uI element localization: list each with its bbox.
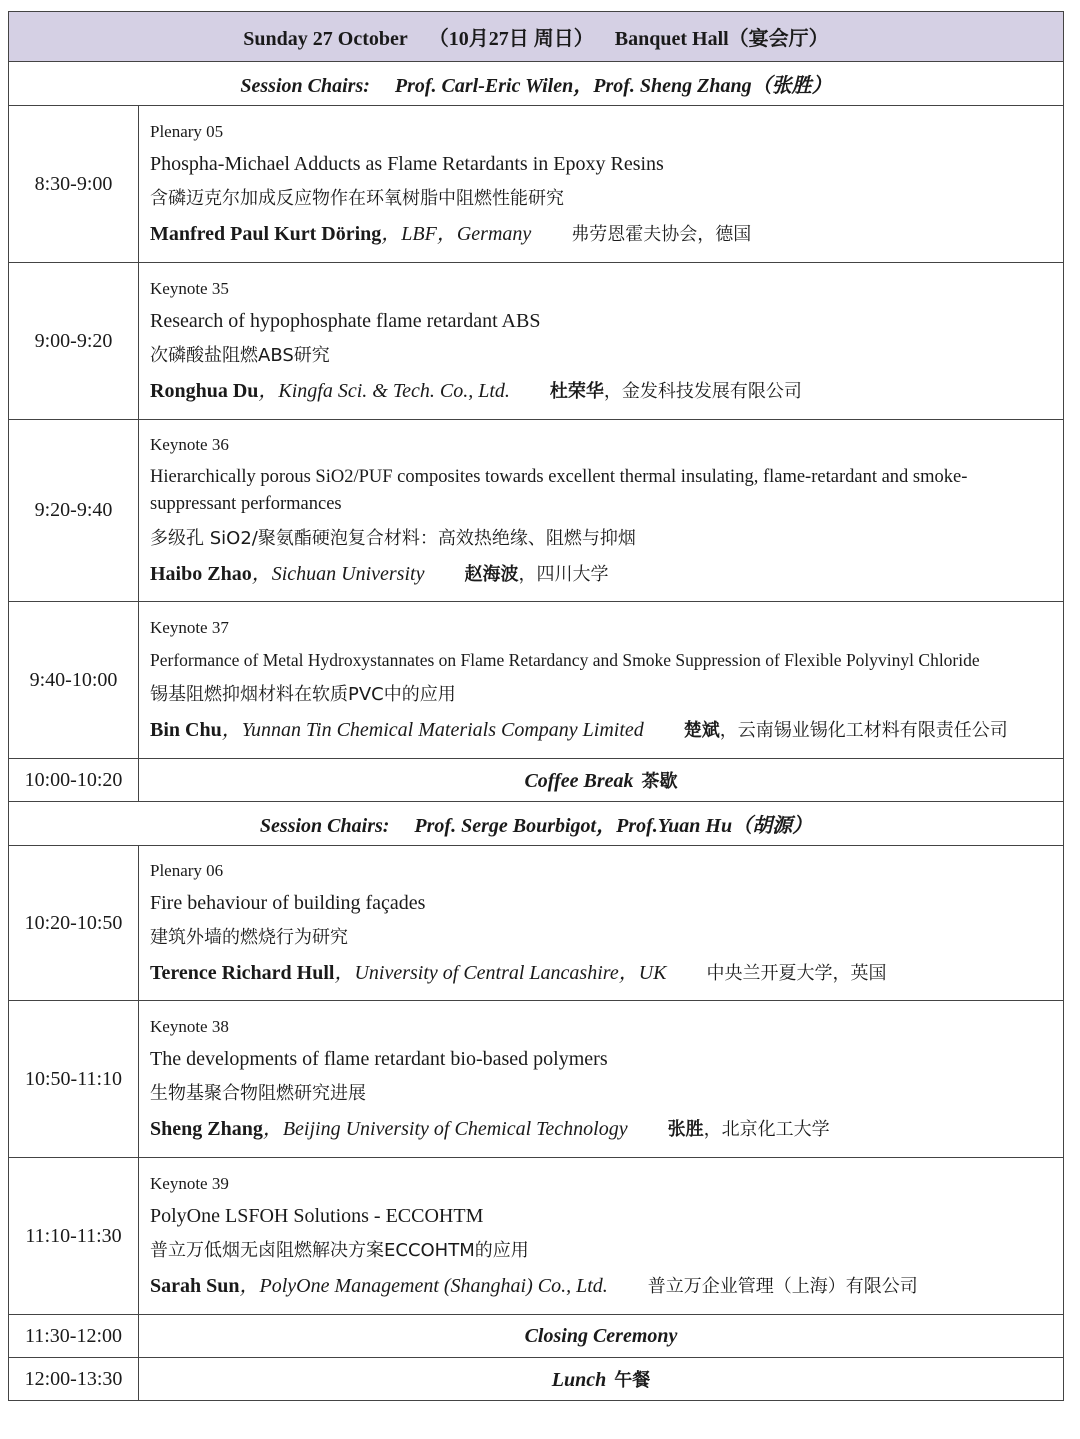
speaker-line — [150, 216, 1053, 253]
speaker-zh — [684, 720, 1008, 741]
break-label — [139, 1358, 1064, 1401]
speaker-zh-affiliation: 中央兰开夏大学，英国 — [706, 963, 887, 984]
speaker-zh — [668, 1119, 830, 1140]
talk-title: Performance of Metal Hydroxystannates on Flame Retardancy and Smoke Suppression of Flexible Polyvinyl Chloride — [150, 650, 980, 670]
speaker-name: Haibo Zhao — [150, 563, 252, 585]
session-chairs-names: Prof. Carl-Eric Wilen，Prof. Sheng Zhang（张胜） — [394, 75, 832, 97]
date-en: Sunday 27 October — [243, 28, 408, 50]
talk-title: Fire behaviour of building façades — [150, 892, 426, 914]
talk-type: Keynote 39 — [150, 1174, 229, 1193]
talk-title-zh: 含磷迈克尔加成反应物作在环氧树脂中阻燃性能研究 — [150, 188, 564, 209]
talk-details — [139, 263, 1064, 420]
speaker-affiliation: ，University of Central Lancashire，UK — [334, 962, 667, 984]
lunch-label: Lunch — [551, 1369, 607, 1391]
speaker-name: Sarah Sun — [150, 1275, 240, 1297]
talk-row — [9, 846, 1064, 1001]
speaker-zh-affiliation: ，金发科技发展有限公司 — [603, 381, 802, 402]
session-chairs-1 — [9, 62, 1064, 106]
talk-title-zh: 锡基阻燃抑烟材料在软质PVC中的应用 — [150, 684, 456, 705]
speaker-affiliation: ，Sichuan University — [251, 563, 425, 585]
talk-time: 10:50-11:10 — [9, 1001, 139, 1158]
speaker-affiliation: ，Yunnan Tin Chemical Materials Company Limited — [221, 719, 644, 741]
speaker-line — [150, 955, 1053, 992]
talk-row — [9, 1001, 1064, 1158]
speaker-name: Terence Richard Hull — [150, 962, 335, 984]
talk-title: PolyOne LSFOH Solutions - ECCOHTM — [150, 1205, 484, 1227]
talk-title-zh: 多级孔 SiO2/聚氨酯硬泡复合材料：高效热绝缘、阻燃与抑烟 — [150, 528, 636, 549]
talk-type: Plenary 06 — [150, 861, 224, 880]
talk-row — [9, 420, 1064, 602]
speaker-zh-name: 赵海波 — [464, 564, 519, 585]
talk-title: Hierarchically porous SiO2/PUF composites towards excellent thermal insulating, flame-retardant and smoke-suppressant performances — [150, 467, 968, 514]
talk-time: 9:20-9:40 — [9, 420, 139, 602]
speaker-affiliation: ，LBF，Germany — [381, 223, 532, 245]
speaker-line — [150, 1268, 1053, 1305]
speaker-affiliation: ，Kingfa Sci. & Tech. Co., Ltd. — [258, 380, 510, 402]
speaker-zh — [648, 1276, 918, 1297]
talk-time: 8:30-9:00 — [9, 106, 139, 263]
talk-row — [9, 263, 1064, 420]
speaker-line — [150, 712, 1053, 749]
talk-time: 11:10-11:30 — [9, 1158, 139, 1315]
break-time: 10:00-10:20 — [9, 759, 139, 802]
speaker-name: Sheng Zhang — [150, 1118, 263, 1140]
speaker-zh-affiliation: 普立万企业管理（上海）有限公司 — [647, 1276, 918, 1297]
coffee-break-label-zh: 茶歇 — [641, 771, 678, 792]
talk-title: Phospha-Michael Adducts as Flame Retardants in Epoxy Resins — [150, 153, 664, 175]
talk-title-zh: 次磷酸盐阻燃ABS研究 — [150, 345, 330, 366]
session-chairs-label: Session Chairs: — [259, 815, 390, 837]
speaker-line — [150, 1111, 1053, 1148]
talk-details — [139, 420, 1064, 602]
talk-row — [9, 602, 1064, 759]
talk-details — [139, 846, 1064, 1001]
speaker-zh-name: 杜荣华 — [549, 381, 604, 402]
day-header — [9, 12, 1064, 62]
break-time: 11:30-12:00 — [9, 1315, 139, 1358]
speaker-name: Bin Chu — [150, 719, 222, 741]
speaker-zh — [550, 381, 802, 402]
coffee-break-label: Coffee Break — [524, 770, 634, 792]
speaker-affiliation: ，PolyOne Management (Shanghai) Co., Ltd. — [239, 1275, 608, 1297]
speaker-zh — [464, 564, 608, 585]
coffee-break-row — [9, 759, 1064, 802]
talk-type: Keynote 38 — [150, 1017, 229, 1036]
closing-ceremony-row — [9, 1315, 1064, 1358]
talk-title-zh: 建筑外墙的燃烧行为研究 — [150, 927, 348, 948]
speaker-zh — [706, 963, 886, 984]
lunch-row — [9, 1358, 1064, 1401]
talk-row — [9, 1158, 1064, 1315]
speaker-line — [150, 373, 1053, 410]
speaker-line — [150, 556, 1053, 593]
speaker-zh — [571, 224, 751, 245]
schedule-table — [8, 11, 1064, 1401]
talk-time: 10:20-10:50 — [9, 846, 139, 1001]
session-chairs-2 — [9, 802, 1064, 846]
speaker-name: Ronghua Du — [150, 380, 259, 402]
session-chairs-label: Session Chairs: — [240, 75, 370, 97]
talk-type: Plenary 05 — [150, 122, 224, 141]
talk-row — [9, 106, 1064, 263]
talk-type: Keynote 35 — [150, 279, 229, 298]
speaker-affiliation: ，Beijing University of Chemical Technology — [262, 1118, 628, 1140]
speaker-zh-affiliation: ，北京化工大学 — [703, 1119, 830, 1140]
speaker-name: Manfred Paul Kurt Döring — [150, 223, 382, 245]
talk-details — [139, 1158, 1064, 1315]
closing-ceremony-label: Closing Ceremony — [139, 1315, 1064, 1358]
break-label — [139, 759, 1064, 802]
speaker-zh-affiliation: ，云南锡业锡化工材料有限责任公司 — [719, 720, 1008, 741]
talk-title: The developments of flame retardant bio-based polymers — [150, 1048, 608, 1070]
break-time: 12:00-13:30 — [9, 1358, 139, 1401]
speaker-zh-name: 张胜 — [667, 1119, 704, 1140]
speaker-zh-affiliation: ，四川大学 — [518, 564, 609, 585]
talk-title-zh: 生物基聚合物阻燃研究进展 — [150, 1083, 366, 1104]
speaker-zh-affiliation: 弗劳恩霍夫协会，德国 — [571, 224, 752, 245]
lunch-label-zh: 午餐 — [614, 1370, 651, 1391]
date-zh: （10月27日 周日） — [428, 28, 594, 50]
venue: Banquet Hall（宴会厅） — [614, 28, 829, 50]
talk-title-zh: 普立万低烟无卤阻燃解决方案ECCOHTM的应用 — [150, 1240, 529, 1261]
talk-details — [139, 602, 1064, 759]
talk-type: Keynote 37 — [150, 618, 229, 637]
talk-time: 9:40-10:00 — [9, 602, 139, 759]
talk-details — [139, 106, 1064, 263]
session-chairs-names: Prof. Serge Bourbigot，Prof.Yuan Hu（胡源） — [414, 815, 813, 837]
speaker-zh-name: 楚斌 — [683, 720, 720, 741]
talk-type: Keynote 36 — [150, 435, 229, 454]
talk-title: Research of hypophosphate flame retardant ABS — [150, 310, 541, 332]
talk-time: 9:00-9:20 — [9, 263, 139, 420]
talk-details — [139, 1001, 1064, 1158]
